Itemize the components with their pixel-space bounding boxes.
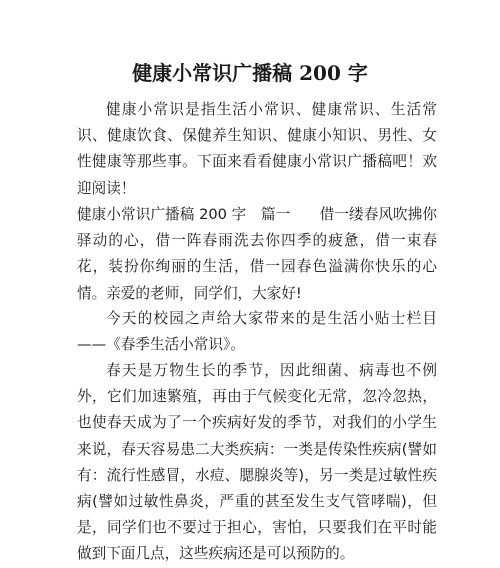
- intro-paragraph: 健康小常识是指生活小常识、健康常识、生活常识、健康饮食、保健养生知识、健康小知识、男性、女性健康等那些事。下面来看看健康小常识广播稿吧！欢迎阅读！: [77, 101, 437, 197]
- body-paragraph-3: 春天是万物生长的季节，因此细菌、病毒也不例外，它们加速繁殖，再由于气候变化无常，忽冷忽热，也使春天成为了一个疾病好发的季节，对我们的小学生来说，春天容易患二大类疾病：一类是传染性疾病(譬如有：流行性感冒，水痘、腮腺炎等)，另一类是过敏性疾病(譬如过敏性鼻炎，严重的甚至发生支气管哮喘)，但是，同学们也不要过于担心，害怕，只要我们在平时能做到下面几点，这些疾病还是可以预防的。: [77, 362, 437, 563]
- document-title: 健康小常识广播稿 200 字: [132, 61, 368, 85]
- body-paragraph-2: 今天的校园之声给大家带来的是生活小贴士栏目——《春季生活小常识》。: [77, 310, 437, 354]
- body-paragraph-1: 健康小常识广播稿 200 字 篇一 借一缕春风吹拂你驿动的心，借一阵春雨洗去你四季的疲惫，借一束春花，装扮你绚丽的生活，借一园春色溢满你快乐的心情。亲爱的老师，同学们，大家好!: [77, 206, 437, 302]
